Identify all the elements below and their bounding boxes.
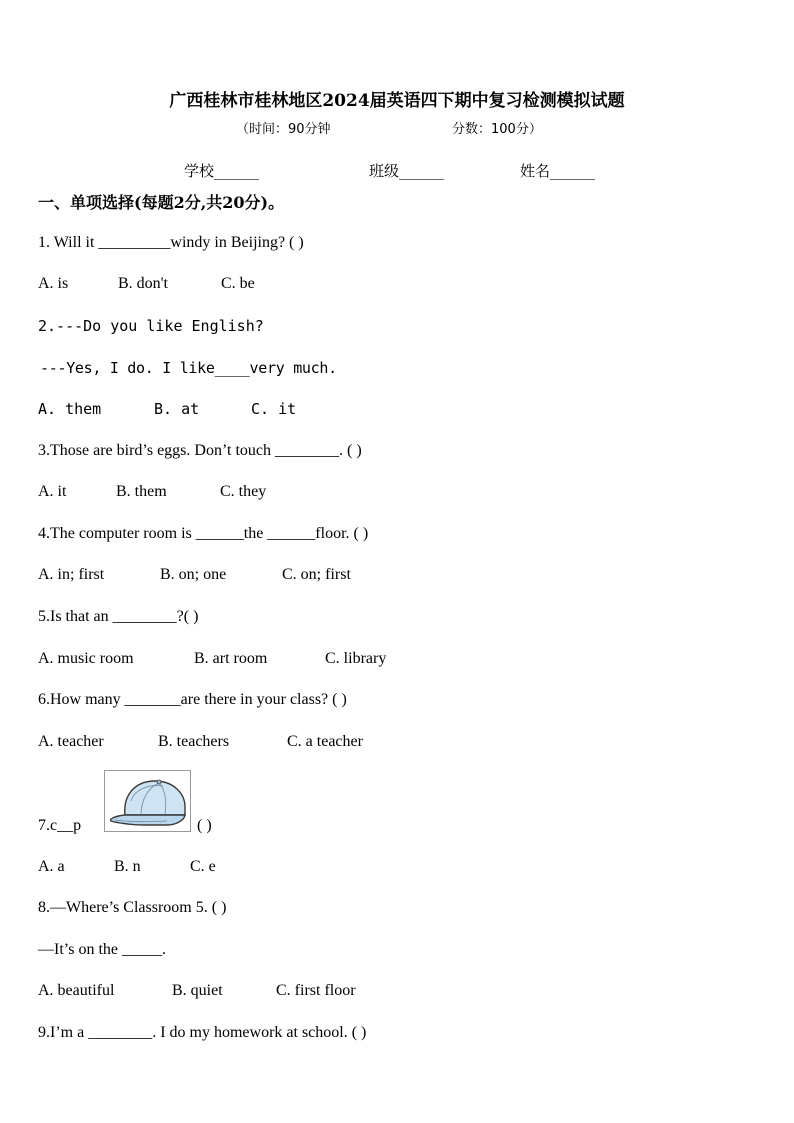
baseball-cap-icon — [105, 771, 190, 831]
question-8-reply: —It’s on the _____. — [38, 941, 166, 958]
q7-option-c: C. e — [190, 858, 216, 875]
q1-option-a: A. is — [38, 275, 69, 292]
exam-time: （时间：90分钟 — [236, 122, 331, 137]
section-heading: 一、单项选择(每题2分,共20分)。 — [38, 193, 285, 212]
q5-option-c: C. library — [325, 650, 387, 667]
question-2: 2.---Do you like English? — [38, 317, 264, 335]
q8-option-c: C. first floor — [276, 982, 356, 999]
q3-option-c: C. they — [220, 483, 267, 500]
q1-option-b: B. don't — [118, 275, 168, 292]
q5-option-a: A. music room — [38, 650, 134, 667]
cap-image — [104, 770, 191, 832]
q2-option-a: A. them — [38, 400, 102, 418]
question-3: 3.Those are bird’s eggs. Don’t touch ________. ( ) — [38, 442, 362, 459]
q2-option-b: B. at — [154, 400, 200, 418]
q4-option-a: A. in; first — [38, 566, 105, 583]
q4-option-c: C. on; first — [282, 566, 351, 583]
question-4: 4.The computer room is ______the ______floor. ( ) — [38, 525, 369, 542]
question-1: 1. Will it _________windy in Beijing? ( ) — [38, 234, 304, 251]
question-9: 9.I’m a ________. I do my homework at school. ( ) — [38, 1024, 367, 1041]
q4-option-b: B. on; one — [160, 566, 227, 583]
paper-title: 广西桂林市桂林地区2024届英语四下期中复习检测模拟试题 — [169, 91, 625, 111]
question-6: 6.How many _______are there in your class? ( ) — [38, 691, 347, 708]
question-2-reply: ---Yes, I do. I like____very much. — [40, 359, 337, 377]
q8-option-b: B. quiet — [172, 982, 223, 999]
school-field: 学校______ — [184, 162, 260, 180]
question-5: 5.Is that an ________?( ) — [38, 608, 199, 625]
q5-option-b: B. art room — [194, 650, 268, 667]
question-7: 7.c__p — [38, 817, 82, 834]
question-7-paren: ( ) — [197, 817, 212, 834]
q6-option-b: B. teachers — [158, 733, 230, 750]
q7-option-b: B. n — [114, 858, 141, 875]
q6-option-c: C. a teacher — [287, 733, 363, 750]
exam-score: 分数：100分） — [452, 122, 542, 137]
q2-option-c: C. it — [251, 400, 297, 418]
question-8: 8.—Where’s Classroom 5. ( ) — [38, 899, 227, 916]
q6-option-a: A. teacher — [38, 733, 104, 750]
q8-option-a: A. beautiful — [38, 982, 115, 999]
q7-option-a: A. a — [38, 858, 65, 875]
name-field: 姓名______ — [520, 162, 596, 180]
q3-option-b: B. them — [116, 483, 167, 500]
q3-option-a: A. it — [38, 483, 67, 500]
class-field: 班级______ — [369, 162, 445, 180]
q1-option-c: C. be — [221, 275, 255, 292]
